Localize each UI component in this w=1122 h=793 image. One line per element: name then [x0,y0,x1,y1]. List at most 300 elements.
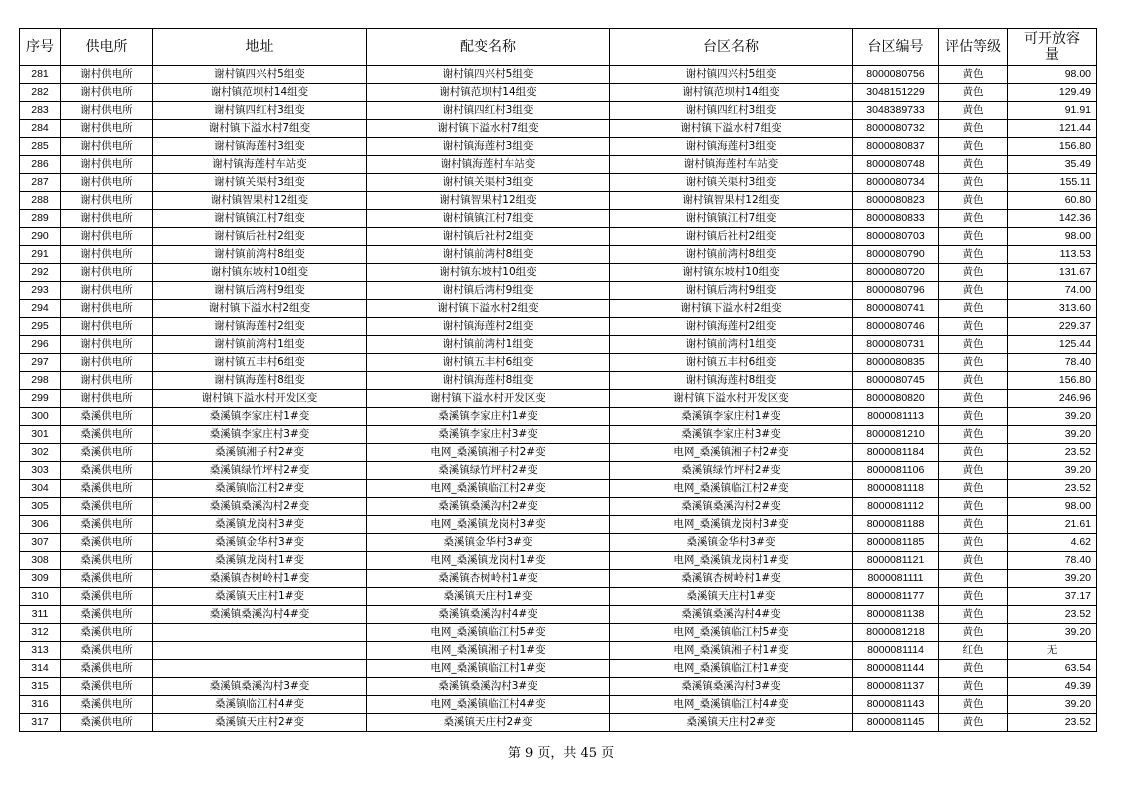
cell-grade: 黄色 [939,210,1008,228]
cell-seq: 310 [20,588,61,606]
cell-address: 桑溪镇桑溪沟村4#变 [153,606,367,624]
cell-address: 谢村镇海莲村3组变 [153,138,367,156]
header-station: 供电所 [61,29,153,66]
cell-grade: 黄色 [939,660,1008,678]
cell-station: 谢村供电所 [61,228,153,246]
cell-transformer: 谢村镇海莲村车站变 [367,156,610,174]
table-row [20,498,1097,516]
cell-area-code: 8000080745 [853,372,939,390]
table-row [20,462,1097,480]
cell-area-name: 谢村镇东坡村10组变 [610,264,853,282]
cell-area-code: 8000080703 [853,228,939,246]
cell-area-name: 电网_桑溪镇临江村1#变 [610,660,853,678]
cell-capacity: 113.53 [1008,246,1097,264]
cell-seq: 304 [20,480,61,498]
cell-station: 桑溪供电所 [61,534,153,552]
cell-address: 谢村镇镇江村7组变 [153,210,367,228]
cell-station: 桑溪供电所 [61,462,153,480]
cell-station: 桑溪供电所 [61,426,153,444]
table-row [20,372,1097,390]
cell-area-name: 桑溪镇桑溪沟村2#变 [610,498,853,516]
cell-transformer: 谢村镇关渠村3组变 [367,174,610,192]
cell-capacity: 156.80 [1008,372,1097,390]
table-row [20,426,1097,444]
cell-area-name: 谢村镇海莲村3组变 [610,138,853,156]
cell-seq: 289 [20,210,61,228]
cell-grade: 黄色 [939,228,1008,246]
cell-grade: 黄色 [939,624,1008,642]
table-row [20,120,1097,138]
cell-address: 桑溪镇天庄村1#变 [153,588,367,606]
cell-address: 桑溪镇李家庄村3#变 [153,426,367,444]
table-row [20,246,1097,264]
cell-area-code: 8000081138 [853,606,939,624]
cell-capacity: 131.67 [1008,264,1097,282]
cell-grade: 黄色 [939,84,1008,102]
cell-area-name: 谢村镇下溢水村开发区变 [610,390,853,408]
cell-seq: 300 [20,408,61,426]
cell-area-code: 8000080820 [853,390,939,408]
cell-grade: 黄色 [939,498,1008,516]
cell-area-name: 桑溪镇天庄村1#变 [610,588,853,606]
table-row [20,354,1097,372]
cell-transformer: 电网_桑溪镇龙岗村3#变 [367,516,610,534]
cell-grade: 黄色 [939,192,1008,210]
header-address: 地址 [153,29,367,66]
table-row [20,210,1097,228]
cell-seq: 283 [20,102,61,120]
cell-capacity: 39.20 [1008,570,1097,588]
cell-transformer: 电网_桑溪镇龙岗村1#变 [367,552,610,570]
cell-transformer: 谢村镇海莲村2组变 [367,318,610,336]
table-row [20,300,1097,318]
cell-grade: 黄色 [939,606,1008,624]
cell-station: 谢村供电所 [61,282,153,300]
cell-transformer: 桑溪镇桑溪沟村3#变 [367,678,610,696]
cell-station: 桑溪供电所 [61,660,153,678]
table-row [20,534,1097,552]
cell-transformer: 谢村镇后社村2组变 [367,228,610,246]
cell-address: 桑溪镇龙岗村3#变 [153,516,367,534]
table-row [20,660,1097,678]
cell-capacity: 155.11 [1008,174,1097,192]
cell-area-code: 3048389733 [853,102,939,120]
cell-area-code: 8000081111 [853,570,939,588]
cell-seq: 307 [20,534,61,552]
cell-area-name: 桑溪镇天庄村2#变 [610,714,853,732]
cell-transformer: 谢村镇镇江村7组变 [367,210,610,228]
cell-transformer: 谢村镇海莲村3组变 [367,138,610,156]
cell-area-name: 桑溪镇桑溪沟村4#变 [610,606,853,624]
cell-seq: 281 [20,66,61,84]
cell-address: 桑溪镇绿竹坪村2#变 [153,462,367,480]
cell-seq: 294 [20,300,61,318]
cell-transformer: 谢村镇四兴村5组变 [367,66,610,84]
cell-grade: 黄色 [939,138,1008,156]
cell-area-name: 谢村镇下溢水村2组变 [610,300,853,318]
header-grade: 评估等级 [939,29,1008,66]
table-row [20,228,1097,246]
cell-address [153,660,367,678]
cell-seq: 303 [20,462,61,480]
cell-transformer: 谢村镇前湾村1组变 [367,336,610,354]
table-row [20,696,1097,714]
cell-seq: 295 [20,318,61,336]
cell-area-name: 电网_桑溪镇湘子村1#变 [610,642,853,660]
cell-transformer: 谢村镇东坡村10组变 [367,264,610,282]
cell-area-code: 8000081210 [853,426,939,444]
cell-address: 谢村镇海莲村8组变 [153,372,367,390]
cell-area-name: 电网_桑溪镇临江村4#变 [610,696,853,714]
cell-transformer: 桑溪镇桑溪沟村4#变 [367,606,610,624]
cell-area-name: 谢村镇后湾村9组变 [610,282,853,300]
cell-area-code: 8000080790 [853,246,939,264]
cell-area-name: 桑溪镇桑溪沟村3#变 [610,678,853,696]
cell-transformer: 谢村镇海莲村8组变 [367,372,610,390]
cell-station: 谢村供电所 [61,66,153,84]
cell-area-name: 谢村镇四红村3组变 [610,102,853,120]
cell-address [153,642,367,660]
cell-area-name: 电网_桑溪镇龙岗村1#变 [610,552,853,570]
cell-grade: 黄色 [939,480,1008,498]
cell-transformer: 谢村镇下溢水村2组变 [367,300,610,318]
table-row [20,624,1097,642]
cell-area-name: 谢村镇镇江村7组变 [610,210,853,228]
cell-capacity: 63.54 [1008,660,1097,678]
cell-area-name: 谢村镇关渠村3组变 [610,174,853,192]
cell-grade: 黄色 [939,390,1008,408]
cell-area-code: 8000081143 [853,696,939,714]
cell-station: 桑溪供电所 [61,642,153,660]
cell-transformer: 谢村镇五丰村6组变 [367,354,610,372]
table-row [20,336,1097,354]
cell-capacity: 35.49 [1008,156,1097,174]
cell-capacity: 121.44 [1008,120,1097,138]
header-transformer: 配变名称 [367,29,610,66]
cell-capacity: 98.00 [1008,498,1097,516]
cell-grade: 黄色 [939,282,1008,300]
cell-area-name: 桑溪镇李家庄村3#变 [610,426,853,444]
cell-station: 谢村供电所 [61,372,153,390]
cell-address: 谢村镇下溢水村7组变 [153,120,367,138]
cell-capacity: 98.00 [1008,228,1097,246]
table-row [20,156,1097,174]
cell-grade: 黄色 [939,336,1008,354]
cell-grade: 黄色 [939,408,1008,426]
cell-area-name: 桑溪镇绿竹坪村2#变 [610,462,853,480]
cell-capacity: 229.37 [1008,318,1097,336]
cell-transformer: 电网_桑溪镇湘子村1#变 [367,642,610,660]
cell-grade: 黄色 [939,696,1008,714]
cell-transformer: 电网_桑溪镇临江村4#变 [367,696,610,714]
cell-capacity: 142.36 [1008,210,1097,228]
cell-transformer: 谢村镇后湾村9组变 [367,282,610,300]
cell-seq: 306 [20,516,61,534]
table-row [20,102,1097,120]
cell-area-code: 8000080731 [853,336,939,354]
cell-area-code: 8000080732 [853,120,939,138]
cell-grade: 黄色 [939,120,1008,138]
cell-station: 桑溪供电所 [61,480,153,498]
cell-station: 桑溪供电所 [61,714,153,732]
table-row [20,570,1097,588]
header-area-code: 台区编号 [853,29,939,66]
cell-address: 谢村镇东坡村10组变 [153,264,367,282]
page-footer: 第 9 页，共 45 页 [507,746,615,761]
cell-transformer: 桑溪镇天庄村1#变 [367,588,610,606]
cell-grade: 黄色 [939,354,1008,372]
cell-area-name: 电网_桑溪镇湘子村2#变 [610,444,853,462]
cell-seq: 287 [20,174,61,192]
cell-area-code: 8000081113 [853,408,939,426]
cell-area-code: 8000081114 [853,642,939,660]
cell-capacity: 98.00 [1008,66,1097,84]
cell-area-code: 8000081177 [853,588,939,606]
cell-area-code: 8000081184 [853,444,939,462]
cell-area-code: 8000080833 [853,210,939,228]
table-row [20,282,1097,300]
cell-grade: 黄色 [939,264,1008,282]
table-row [20,264,1097,282]
cell-capacity: 39.20 [1008,624,1097,642]
cell-seq: 308 [20,552,61,570]
cell-area-name: 谢村镇五丰村6组变 [610,354,853,372]
cell-address: 谢村镇下溢水村开发区变 [153,390,367,408]
cell-station: 谢村供电所 [61,174,153,192]
cell-seq: 284 [20,120,61,138]
cell-seq: 314 [20,660,61,678]
cell-address: 谢村镇四红村3组变 [153,102,367,120]
cell-grade: 黄色 [939,714,1008,732]
cell-address: 谢村镇后社村2组变 [153,228,367,246]
cell-station: 桑溪供电所 [61,588,153,606]
cell-area-name: 谢村镇前湾村8组变 [610,246,853,264]
table-row [20,84,1097,102]
cell-seq: 316 [20,696,61,714]
cell-seq: 291 [20,246,61,264]
cell-station: 谢村供电所 [61,120,153,138]
cell-grade: 黄色 [939,462,1008,480]
cell-address: 桑溪镇龙岗村1#变 [153,552,367,570]
cell-capacity: 39.20 [1008,408,1097,426]
cell-address: 谢村镇关渠村3组变 [153,174,367,192]
cell-transformer: 谢村镇范坝村14组变 [367,84,610,102]
cell-area-name: 桑溪镇李家庄村1#变 [610,408,853,426]
cell-address: 桑溪镇杏树岭村1#变 [153,570,367,588]
cell-grade: 黄色 [939,66,1008,84]
cell-capacity: 156.80 [1008,138,1097,156]
cell-capacity: 78.40 [1008,552,1097,570]
cell-address: 谢村镇前湾村8组变 [153,246,367,264]
cell-capacity: 91.91 [1008,102,1097,120]
cell-grade: 黄色 [939,174,1008,192]
cell-station: 谢村供电所 [61,354,153,372]
cell-area-code: 8000081121 [853,552,939,570]
cell-transformer: 桑溪镇李家庄村3#变 [367,426,610,444]
table-row [20,408,1097,426]
cell-grade: 黄色 [939,444,1008,462]
cell-address: 谢村镇智果村12组变 [153,192,367,210]
cell-address: 桑溪镇湘子村2#变 [153,444,367,462]
cell-seq: 282 [20,84,61,102]
cell-address: 桑溪镇桑溪沟村3#变 [153,678,367,696]
cell-station: 桑溪供电所 [61,444,153,462]
table-row [20,678,1097,696]
cell-capacity: 125.44 [1008,336,1097,354]
table-row [20,552,1097,570]
cell-grade: 黄色 [939,246,1008,264]
cell-station: 桑溪供电所 [61,552,153,570]
cell-transformer: 电网_桑溪镇临江村1#变 [367,660,610,678]
cell-grade: 黄色 [939,534,1008,552]
cell-station: 桑溪供电所 [61,624,153,642]
cell-capacity: 39.20 [1008,426,1097,444]
cell-transformer: 谢村镇下溢水村7组变 [367,120,610,138]
cell-station: 谢村供电所 [61,156,153,174]
table-row [20,606,1097,624]
cell-seq: 285 [20,138,61,156]
cell-capacity: 78.40 [1008,354,1097,372]
cell-transformer: 谢村镇下溢水村开发区变 [367,390,610,408]
cell-area-code: 8000080748 [853,156,939,174]
cell-area-code: 8000081106 [853,462,939,480]
cell-address [153,624,367,642]
cell-address: 桑溪镇临江村2#变 [153,480,367,498]
table-row [20,714,1097,732]
cell-station: 谢村供电所 [61,246,153,264]
cell-seq: 302 [20,444,61,462]
cell-station: 谢村供电所 [61,390,153,408]
cell-capacity: 37.17 [1008,588,1097,606]
cell-seq: 288 [20,192,61,210]
cell-area-name: 桑溪镇杏树岭村1#变 [610,570,853,588]
cell-area-code: 8000081218 [853,624,939,642]
cell-seq: 309 [20,570,61,588]
cell-seq: 317 [20,714,61,732]
table-row [20,138,1097,156]
cell-area-code: 8000080741 [853,300,939,318]
cell-station: 谢村供电所 [61,84,153,102]
cell-area-code: 8000081145 [853,714,939,732]
cell-capacity: 129.49 [1008,84,1097,102]
cell-capacity: 23.52 [1008,606,1097,624]
cell-station: 桑溪供电所 [61,516,153,534]
cell-grade: 红色 [939,642,1008,660]
table-row [20,318,1097,336]
table-row [20,444,1097,462]
cell-grade: 黄色 [939,516,1008,534]
cell-grade: 黄色 [939,156,1008,174]
table-row [20,516,1097,534]
cell-seq: 299 [20,390,61,408]
table-row [20,480,1097,498]
cell-area-code: 8000080734 [853,174,939,192]
cell-capacity: 74.00 [1008,282,1097,300]
cell-area-name: 电网_桑溪镇龙岗村3#变 [610,516,853,534]
cell-address: 谢村镇海莲村2组变 [153,318,367,336]
cell-area-name: 谢村镇范坝村14组变 [610,84,853,102]
cell-area-code: 8000081137 [853,678,939,696]
cell-grade: 黄色 [939,426,1008,444]
cell-station: 桑溪供电所 [61,678,153,696]
cell-grade: 黄色 [939,372,1008,390]
cell-transformer: 桑溪镇桑溪沟村2#变 [367,498,610,516]
cell-station: 谢村供电所 [61,138,153,156]
cell-address: 谢村镇下溢水村2组变 [153,300,367,318]
cell-station: 谢村供电所 [61,210,153,228]
cell-seq: 301 [20,426,61,444]
cell-seq: 292 [20,264,61,282]
table-row [20,174,1097,192]
cell-seq: 293 [20,282,61,300]
cell-transformer: 桑溪镇杏树岭村1#变 [367,570,610,588]
cell-area-code: 8000080720 [853,264,939,282]
cell-seq: 296 [20,336,61,354]
cell-area-name: 谢村镇海莲村2组变 [610,318,853,336]
cell-area-name: 谢村镇海莲村8组变 [610,372,853,390]
cell-grade: 黄色 [939,570,1008,588]
cell-station: 谢村供电所 [61,300,153,318]
cell-area-name: 谢村镇前湾村1组变 [610,336,853,354]
cell-capacity: 无 [1008,642,1097,660]
cell-grade: 黄色 [939,102,1008,120]
cell-seq: 311 [20,606,61,624]
cell-seq: 312 [20,624,61,642]
cell-station: 谢村供电所 [61,192,153,210]
cell-station: 桑溪供电所 [61,696,153,714]
table-row [20,66,1097,84]
header-row [20,29,1097,66]
cell-transformer: 电网_桑溪镇临江村2#变 [367,480,610,498]
cell-area-code: 8000081112 [853,498,939,516]
cell-station: 桑溪供电所 [61,606,153,624]
cell-transformer: 电网_桑溪镇湘子村2#变 [367,444,610,462]
cell-seq: 286 [20,156,61,174]
table-row [20,192,1097,210]
cell-address: 桑溪镇桑溪沟村2#变 [153,498,367,516]
cell-transformer: 谢村镇四红村3组变 [367,102,610,120]
cell-capacity: 39.20 [1008,462,1097,480]
cell-area-code: 8000080796 [853,282,939,300]
cell-transformer: 桑溪镇李家庄村1#变 [367,408,610,426]
cell-grade: 黄色 [939,588,1008,606]
cell-area-code: 8000081144 [853,660,939,678]
cell-area-code: 8000081118 [853,480,939,498]
cell-capacity: 39.20 [1008,696,1097,714]
cell-area-name: 电网_桑溪镇临江村5#变 [610,624,853,642]
cell-transformer: 桑溪镇金华村3#变 [367,534,610,552]
cell-address: 谢村镇五丰村6组变 [153,354,367,372]
cell-area-name: 谢村镇智果村12组变 [610,192,853,210]
cell-grade: 黄色 [939,678,1008,696]
cell-grade: 黄色 [939,552,1008,570]
cell-area-code: 8000080837 [853,138,939,156]
cell-capacity: 4.62 [1008,534,1097,552]
cell-area-code: 8000081185 [853,534,939,552]
header-capacity: 可开放容量 [1008,29,1097,66]
cell-area-name: 谢村镇下溢水村7组变 [610,120,853,138]
cell-transformer: 桑溪镇天庄村2#变 [367,714,610,732]
cell-area-name: 桑溪镇金华村3#变 [610,534,853,552]
cell-capacity: 21.61 [1008,516,1097,534]
cell-area-code: 8000081188 [853,516,939,534]
cell-transformer: 桑溪镇绿竹坪村2#变 [367,462,610,480]
header-seq: 序号 [20,29,61,66]
cell-address: 谢村镇四兴村5组变 [153,66,367,84]
cell-station: 谢村供电所 [61,264,153,282]
table-row [20,588,1097,606]
cell-transformer: 谢村镇智果村12组变 [367,192,610,210]
